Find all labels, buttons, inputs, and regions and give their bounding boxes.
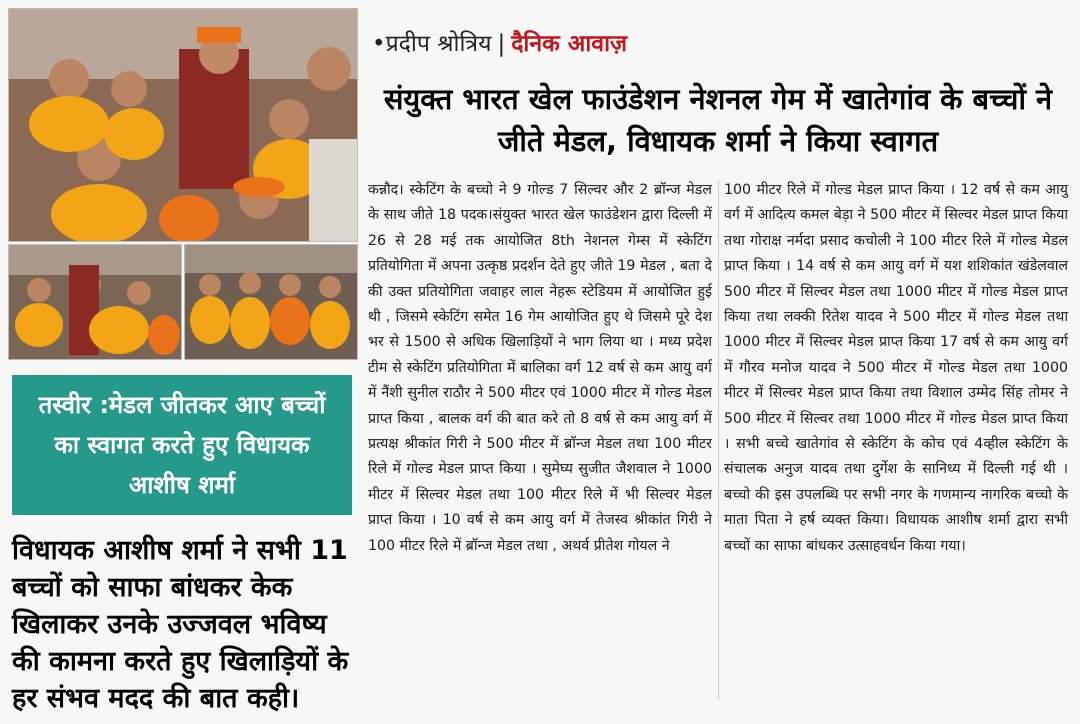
secondary-photo-right	[184, 244, 358, 360]
secondary-photo-left	[8, 244, 182, 360]
pull-quote: विधायक आशीष शर्मा ने सभी 11 बच्चों को साफा बांधकर केक खिलाकर उनके उज्जवल भविष्य की कामना करते हुए खिलाड़ियों के हर संभव मदद की बात कही।	[12, 535, 349, 714]
headline: संयुक्त भारत खेल फाउंडेशन नेशनल गेम में खातेगांव के बच्चों ने जीते मेडल, विधायक शर्मा ने किया स्वागत	[383, 82, 1053, 158]
photo-caption: तस्वीर :मेडल जीतकर आए बच्चों का स्वागत करते हुए विधायक आशीष शर्मा	[38, 391, 326, 499]
secondary-photo-left-image	[9, 245, 181, 359]
column-divider	[718, 180, 719, 700]
newspaper-name: दैनिक आवाज़	[511, 31, 628, 57]
main-photo-image	[9, 9, 357, 241]
byline	[372, 26, 627, 58]
byline-author: •प्रदीप श्रोत्रिय	[372, 31, 492, 57]
article-column-2: 100 मीटर रिले में गोल्ड मेडल प्राप्त किया । 12 वर्ष से कम आयु वर्ग में आदित्य कमल बेड़ा ने 500 मीटर में सिल्वर मेडल प्राप्त किया तथा गोराक्ष नर्मदा प्रसाद कचोली ने 100 मीटर रिले में गोल्ड मेडल प्राप्त किया । 14 वर्ष से कम आयु वर्ग में यश शशिकांत खंडेलवाल 500 मीटर में सिल्वर मेडल तथा 1000 मीटर में गोल्ड मेडल प्राप्त किया तथा लक्की रितेश यादव ने 500 मीटर में गोल्ड मेडल तथा 1000 मीटर में सिल्वर मेडल प्राप्त किया 17 वर्ष से कम आयु वर्ग में गौरव मनोज यादव ने 500 मीटर में गोल्ड मेडल तथा 1000 मीटर में सिल्वर मेडल प्राप्त किया तथा विशाल उम्मेद सिंह तोमर ने 500 मीटर में सिल्वर तथा 1000 मीटर में गोल्ड मेडल प्राप्त किया । सभी बच्चे खातेगांव से स्केटिंग के कोच एवं 4व्हील स्केटिंग के संचालक अनुज यादव तथा दुर्गेश के सानिध्य में दिल्ली गई थी । बच्चो की इस उपलब्धि पर सभी नगर के गणमान्य नागरिक बच्चो के माता पिता ने हर्ष व्यक्त किया। विधायक आशीष शर्मा द्वारा सभी बच्चों का साफा बांधकर उत्साहवर्धन किया गया।	[724, 182, 1068, 554]
photo-caption-box	[12, 375, 352, 515]
main-photo	[8, 8, 358, 242]
byline-separator: |	[497, 31, 506, 57]
article-column-1: कन्नौद। स्केटिंग के बच्चो ने 9 गोल्ड 7 सिल्वर और 2 ब्रॉन्ज मेडल के साथ जीते 18 पदक।संयुक्त भारत खेल फाउंडेशन द्वारा दिल्ली में 26 से 28 मई तक आयोजित 8th नेशनल गेम्स में स्केटिंग प्रतियोगिता में अपना उत्कृष्ठ प्रदर्शन देते हुए जीते 19 मेडल , बता दे की उक्त प्रतियोगिता जवाहर लाल नेहरू स्टेडियम में आयोजित हुई थी , जिसमे स्केटिंग समेत 16 गेम आयोजित हुए थे जिसमे पूरे देश भर से 1500 से अधिक खिलाड़ियों ने भाग लिया था । मध्य प्रदेश टीम से स्केटिंग प्रतियोगिता में बालिका वर्ग 12 वर्ष से कम आयु वर्ग में नैंशी सुनील राठौर ने 500 मीटर एवं 1000 मीटर में गोल्ड मेडल प्राप्त किया , बालक वर्ग की बात करे तो 8 वर्ष से कम आयु वर्ग में प्रत्यक्ष श्रीकांत गिरी ने 500 मीटर में ब्रॉन्ज मेडल तथा 100 मीटर रिले में गोल्ड मेडल प्राप्त किया । सुमेघ्य सुजीत जैशवाल ने 1000 मीटर में सिल्वर मेडल तथा 100 मीटर रिले में भी सिल्वर मेडल प्राप्त किया । 10 वर्ष से कम आयु वर्ग में तेजस्व श्रीकांत गिरी ने 100 मीटर रिले में ब्रॉन्ज मेडल तथा , अथर्व प्रीतेश गोयल ने	[368, 182, 712, 554]
secondary-photo-right-image	[185, 245, 357, 359]
